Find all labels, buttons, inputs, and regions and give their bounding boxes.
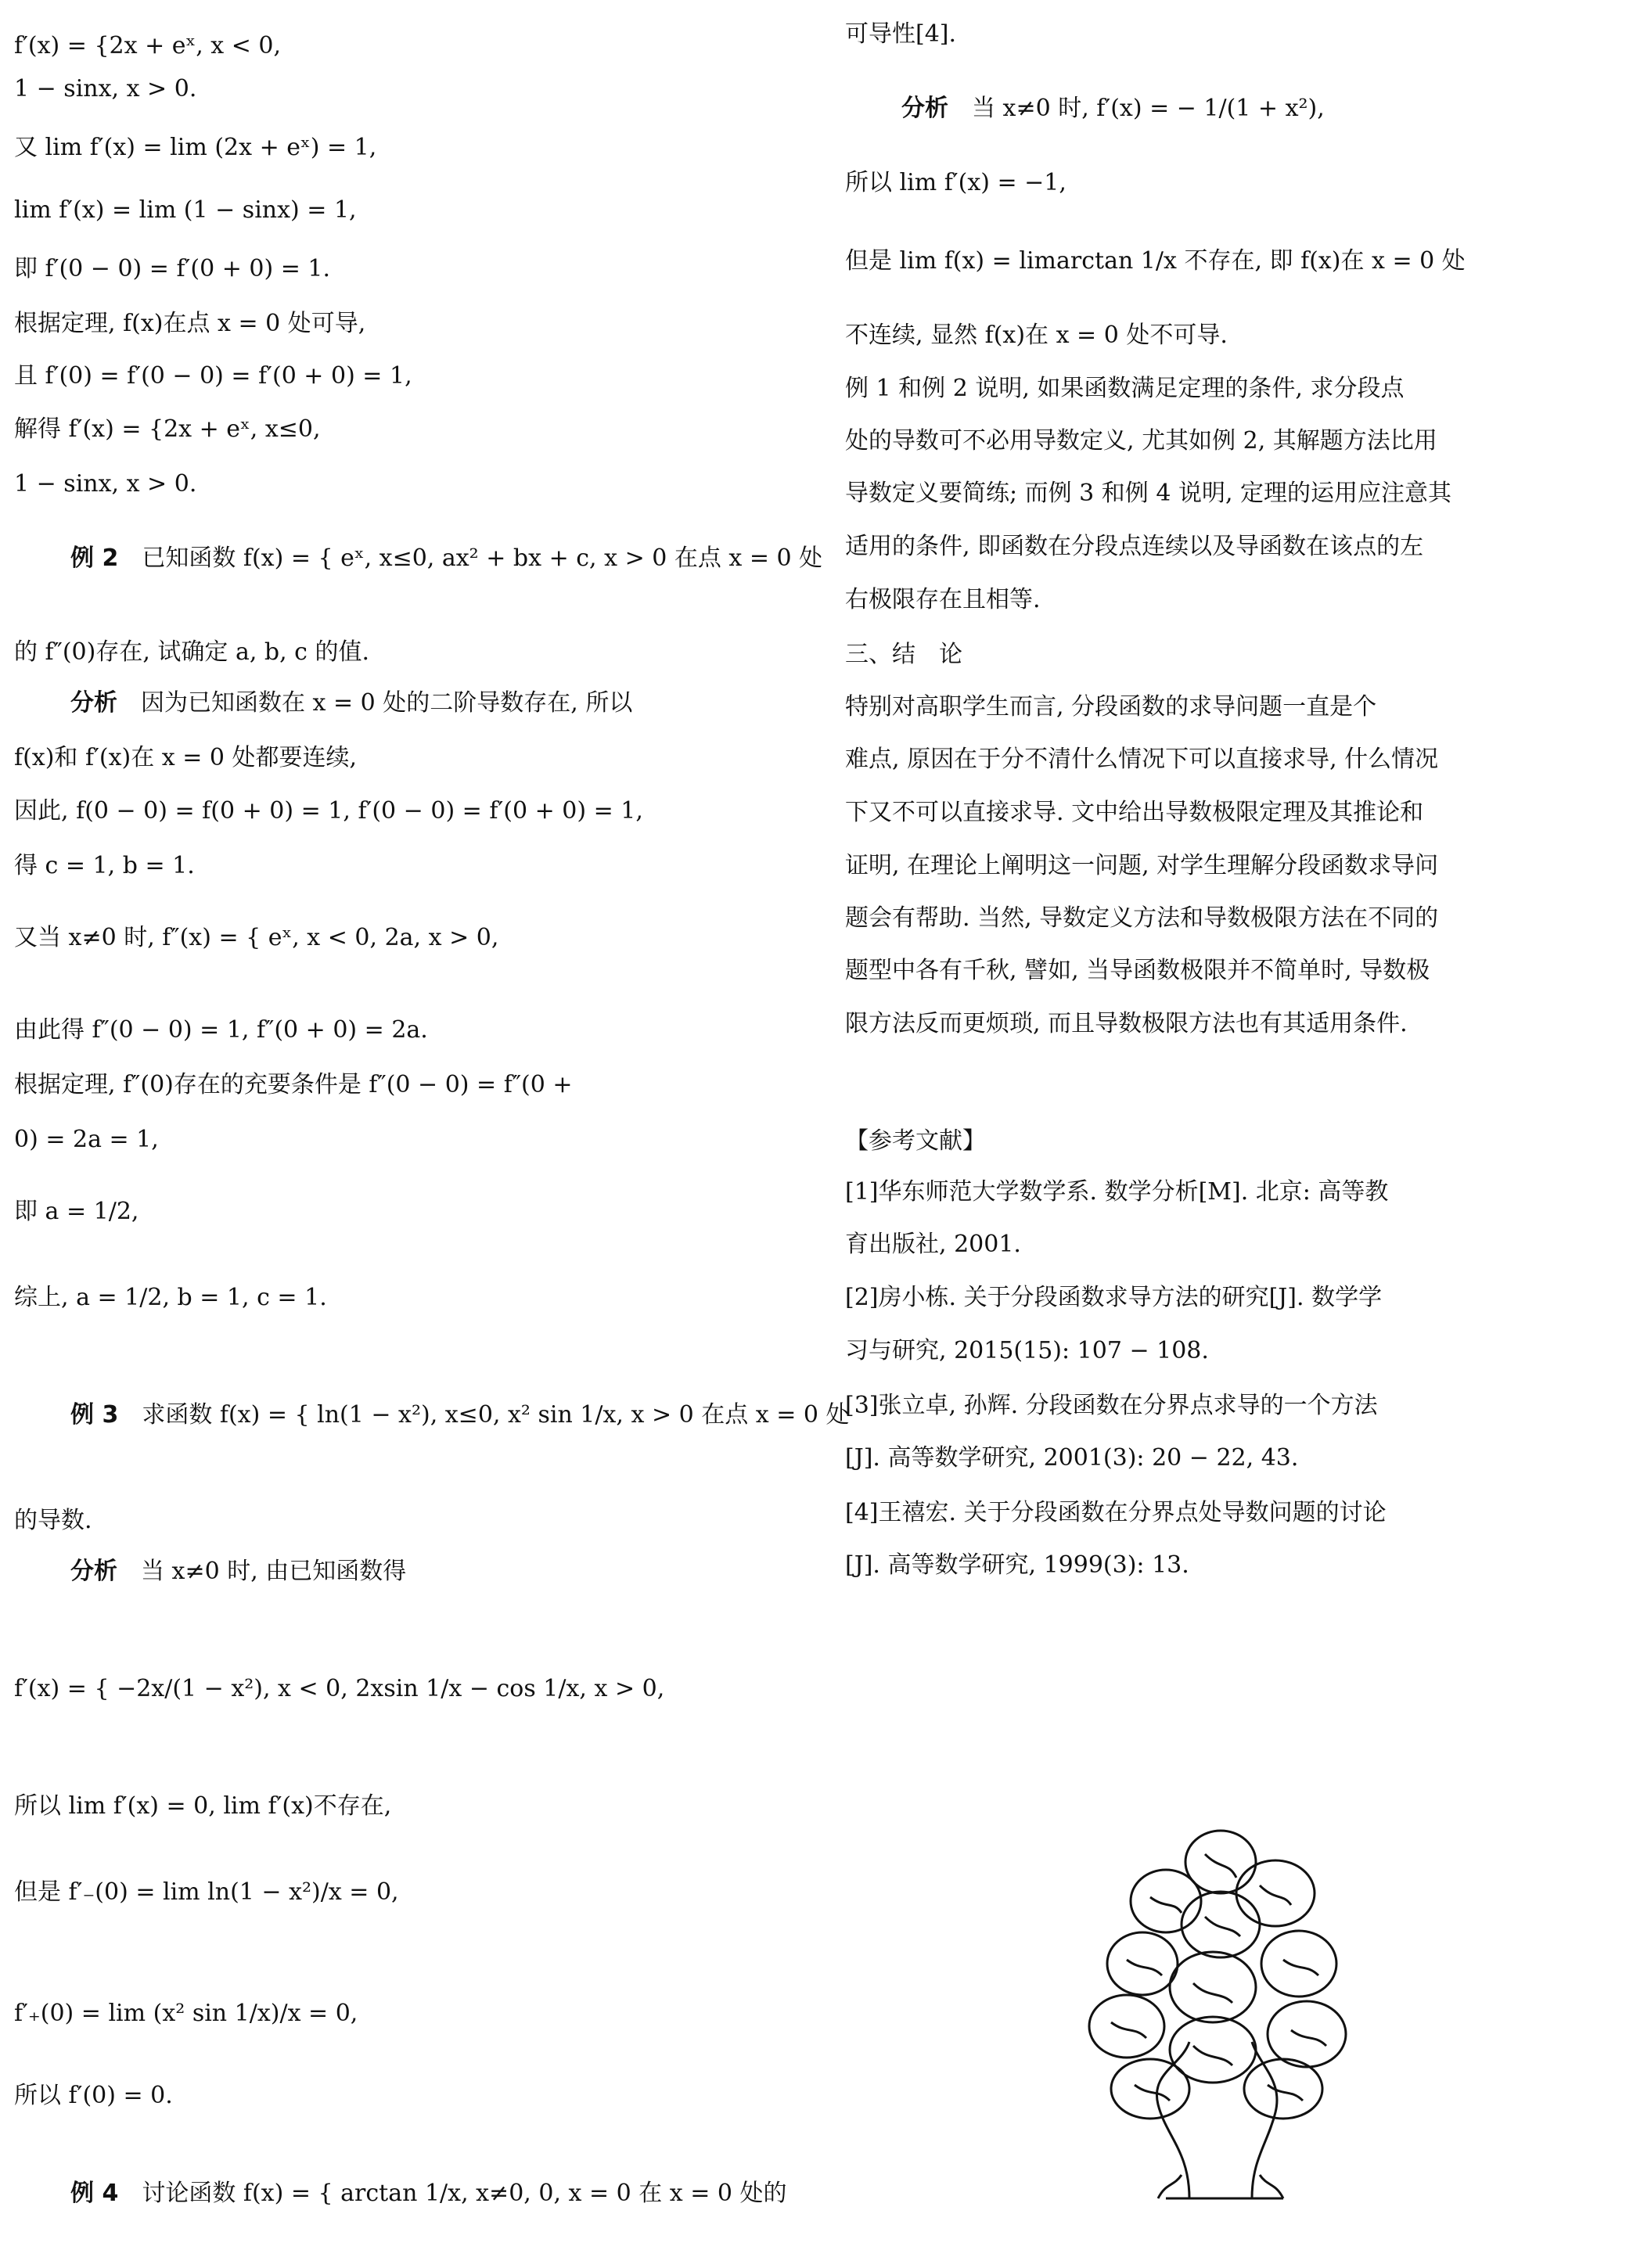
right-line-6	[845, 374, 1596, 404]
line-text: 适用的条件, 即函数在分段点连续以及导函数在该点的左	[845, 533, 1424, 560]
left-line-28	[14, 1999, 761, 2029]
left-line-3	[14, 133, 761, 163]
line-text: 根据定理, f(x)在点 x = 0 处可导,	[14, 310, 366, 337]
line-text: 的导数.	[14, 1507, 92, 1534]
right-line-23	[845, 1336, 1596, 1366]
line-text: 又当 x≠0 时, f″(x) = { eˣ, x < 0, 2a, x > 0,	[14, 924, 499, 951]
right-line-1	[845, 20, 1596, 49]
line-text: 且 f′(0) = f′(0 − 0) = f′(0 + 0) = 1,	[14, 362, 412, 390]
line-text: [2]房小栋. 关于分段函数求导方法的研究[J]. 数学学	[845, 1284, 1383, 1311]
line-text: 习与研究, 2015(15): 107 − 108.	[845, 1337, 1209, 1364]
left-line-10	[14, 544, 823, 573]
left-line-4	[14, 196, 761, 225]
bonsai-tree-ornament-icon	[1072, 1807, 1369, 2214]
line-text: 不连续, 显然 f(x)在 x = 0 处不可导.	[845, 322, 1228, 349]
line-text: 所以 f′(0) = 0.	[14, 2082, 173, 2109]
line-text: 综上, a = 1/2, b = 1, c = 1.	[14, 1284, 327, 1311]
right-line-14	[845, 798, 1596, 828]
line-text: 题型中各有千秋, 譬如, 当导函数极限并不简单时, 导数极	[845, 957, 1430, 984]
line-text: 0) = 2a = 1,	[14, 1126, 159, 1153]
right-line-15	[845, 851, 1596, 881]
right-line-12	[845, 692, 1596, 722]
line-text: 可导性[4].	[845, 20, 957, 48]
line-text: 下又不可以直接求导. 文中给出导数极限定理及其推论和	[845, 799, 1424, 826]
right-line-20	[845, 1177, 1596, 1207]
example-label: 分析	[901, 95, 972, 122]
left-line-6	[14, 309, 761, 339]
line-text: 但是 lim f(x) = limarctan 1/x 不存在, 即 f(x)在 x = 0 处	[845, 247, 1466, 275]
line-text: 所以 lim f′(x) = −1,	[845, 169, 1066, 196]
line-text: 即 a = 1/2,	[14, 1198, 139, 1225]
right-line-10	[845, 585, 1596, 615]
left-line-7	[14, 361, 761, 391]
right-line-5	[845, 321, 1596, 350]
line-text: 讨论函数 f(x) = { arctan 1/x, x≠0, 0, x = 0 在 x = 0 处的	[142, 2180, 787, 2207]
left-line-17	[14, 1015, 761, 1045]
right-line-7	[845, 426, 1596, 456]
left-line-22	[14, 1400, 850, 1430]
line-text: 1 − sinx, x > 0.	[14, 75, 197, 102]
line-text: 已知函数 f(x) = { eˣ, x≤0, ax² + bx + c, x > 0 在点 x = 0 处	[142, 545, 823, 572]
right-line-18	[845, 1009, 1596, 1039]
left-line-8	[14, 415, 761, 444]
left-line-30	[14, 2179, 818, 2209]
line-text: 所以 lim f′(x) = 0, lim f′(x)不存在,	[14, 1792, 392, 1820]
line-text: 1 − sinx, x > 0.	[14, 470, 197, 498]
left-line-15	[14, 851, 761, 881]
right-line-3	[845, 168, 1596, 198]
left-line-9	[14, 469, 761, 499]
left-line-25	[14, 1674, 761, 1704]
left-line-23	[14, 1506, 761, 1536]
line-text: f′(x) = {2x + eˣ, x < 0,	[14, 32, 282, 59]
left-line-12	[14, 688, 818, 718]
line-text: 当 x≠0 时, f′(x) = − 1/(1 + x²),	[972, 95, 1325, 122]
left-line-19	[14, 1125, 761, 1155]
right-line-13	[845, 745, 1596, 775]
left-line-18	[14, 1070, 761, 1100]
line-text: 限方法反而更烦琐, 而且导数极限方法也有其适用条件.	[845, 1010, 1408, 1037]
line-text: 三、结 论	[845, 641, 962, 668]
line-text: 难点, 原因在于分不清什么情况下可以直接求导, 什么情况	[845, 746, 1439, 773]
line-text: [J]. 高等数学研究, 2001(3): 20 − 22, 43.	[845, 1444, 1299, 1472]
line-text: [1]华东师范大学数学系. 数学分析[M]. 北京: 高等教	[845, 1178, 1389, 1206]
left-line-13	[14, 743, 761, 773]
right-line-8	[845, 479, 1596, 509]
left-line-24	[14, 1557, 818, 1587]
left-line-1	[14, 31, 761, 61]
line-text: 特别对高职学生而言, 分段函数的求导问题一直是个	[845, 693, 1377, 721]
right-line-17	[845, 956, 1596, 986]
line-text: 的 f″(0)存在, 试确定 a, b, c 的值.	[14, 638, 370, 666]
line-text: 又 lim f′(x) = lim (2x + eˣ) = 1,	[14, 134, 377, 161]
example-label: 例 4	[70, 2180, 142, 2207]
line-text: 根据定理, f″(0)存在的充要条件是 f″(0 − 0) = f″(0 +	[14, 1071, 573, 1098]
left-line-29	[14, 2081, 761, 2111]
line-text: 处的导数可不必用导数定义, 尤其如例 2, 其解题方法比用	[845, 427, 1437, 455]
right-line-16	[845, 904, 1596, 933]
right-line-24	[845, 1391, 1596, 1421]
example-label: 例 2	[70, 545, 142, 572]
line-text: 因此, f(0 − 0) = f(0 + 0) = 1, f′(0 − 0) = f′(0 + 0) = 1,	[14, 797, 643, 825]
line-text: f(x)和 f′(x)在 x = 0 处都要连续,	[14, 744, 358, 771]
left-line-5	[14, 254, 761, 284]
line-text: 证明, 在理论上阐明这一问题, 对学生理解分段函数求导问	[845, 852, 1439, 879]
left-line-11	[14, 638, 761, 667]
left-line-16	[14, 923, 761, 953]
line-text: [J]. 高等数学研究, 1999(3): 13.	[845, 1551, 1189, 1579]
line-text: 即 f′(0 − 0) = f′(0 + 0) = 1.	[14, 255, 330, 282]
line-text: [4]王禧宏. 关于分段函数在分界点处导数问题的讨论	[845, 1499, 1387, 1526]
right-line-9	[845, 532, 1596, 562]
right-line-25	[845, 1443, 1596, 1473]
line-text: lim f′(x) = lim (1 − sinx) = 1,	[14, 196, 357, 224]
line-text: 得 c = 1, b = 1.	[14, 852, 195, 879]
line-text: 但是 f′₋(0) = lim ln(1 − x²)/x = 0,	[14, 1878, 399, 1906]
line-text: 题会有帮助. 当然, 导数定义方法和导数极限方法在不同的	[845, 904, 1439, 932]
left-line-2	[14, 74, 761, 104]
right-line-21	[845, 1230, 1596, 1260]
left-line-26	[14, 1792, 761, 1821]
right-line-19	[845, 1127, 1596, 1156]
line-text: 例 1 和例 2 说明, 如果函数满足定理的条件, 求分段点	[845, 375, 1405, 402]
example-label: 分析	[70, 1558, 141, 1585]
example-label: 分析	[70, 689, 141, 717]
line-text: 当 x≠0 时, 由已知函数得	[141, 1558, 407, 1585]
right-line-27	[845, 1551, 1596, 1580]
line-text: 由此得 f″(0 − 0) = 1, f″(0 + 0) = 2a.	[14, 1016, 428, 1044]
line-text: f′₊(0) = lim (x² sin 1/x)/x = 0,	[14, 2000, 358, 2027]
line-text: 【参考文献】	[845, 1127, 986, 1155]
line-text: 导数定义要简练; 而例 3 和例 4 说明, 定理的运用应注意其	[845, 480, 1452, 507]
left-line-27	[14, 1878, 761, 1907]
line-text: 因为已知函数在 x = 0 处的二阶导数存在, 所以	[141, 689, 633, 717]
right-line-11	[845, 640, 1596, 670]
right-line-22	[845, 1283, 1596, 1313]
right-line-26	[845, 1498, 1596, 1528]
line-text: 育出版社, 2001.	[845, 1231, 1021, 1258]
left-line-14	[14, 796, 761, 826]
line-text: f′(x) = { −2x/(1 − x²), x < 0, 2xsin 1/x − cos 1/x, x > 0,	[14, 1675, 665, 1702]
line-text: [3]张立卓, 孙辉. 分段函数在分界点求导的一个方法	[845, 1392, 1378, 1419]
line-text: 求函数 f(x) = { ln(1 − x²), x≤0, x² sin 1/x, x > 0 在点 x = 0 处	[142, 1401, 850, 1429]
line-text: 解得 f′(x) = {2x + eˣ, x≤0,	[14, 415, 321, 443]
right-line-2	[845, 94, 1633, 124]
example-label: 例 3	[70, 1401, 142, 1429]
right-line-4	[845, 246, 1596, 276]
left-line-20	[14, 1197, 761, 1227]
left-line-21	[14, 1283, 761, 1313]
line-text: 右极限存在且相等.	[845, 586, 1041, 613]
